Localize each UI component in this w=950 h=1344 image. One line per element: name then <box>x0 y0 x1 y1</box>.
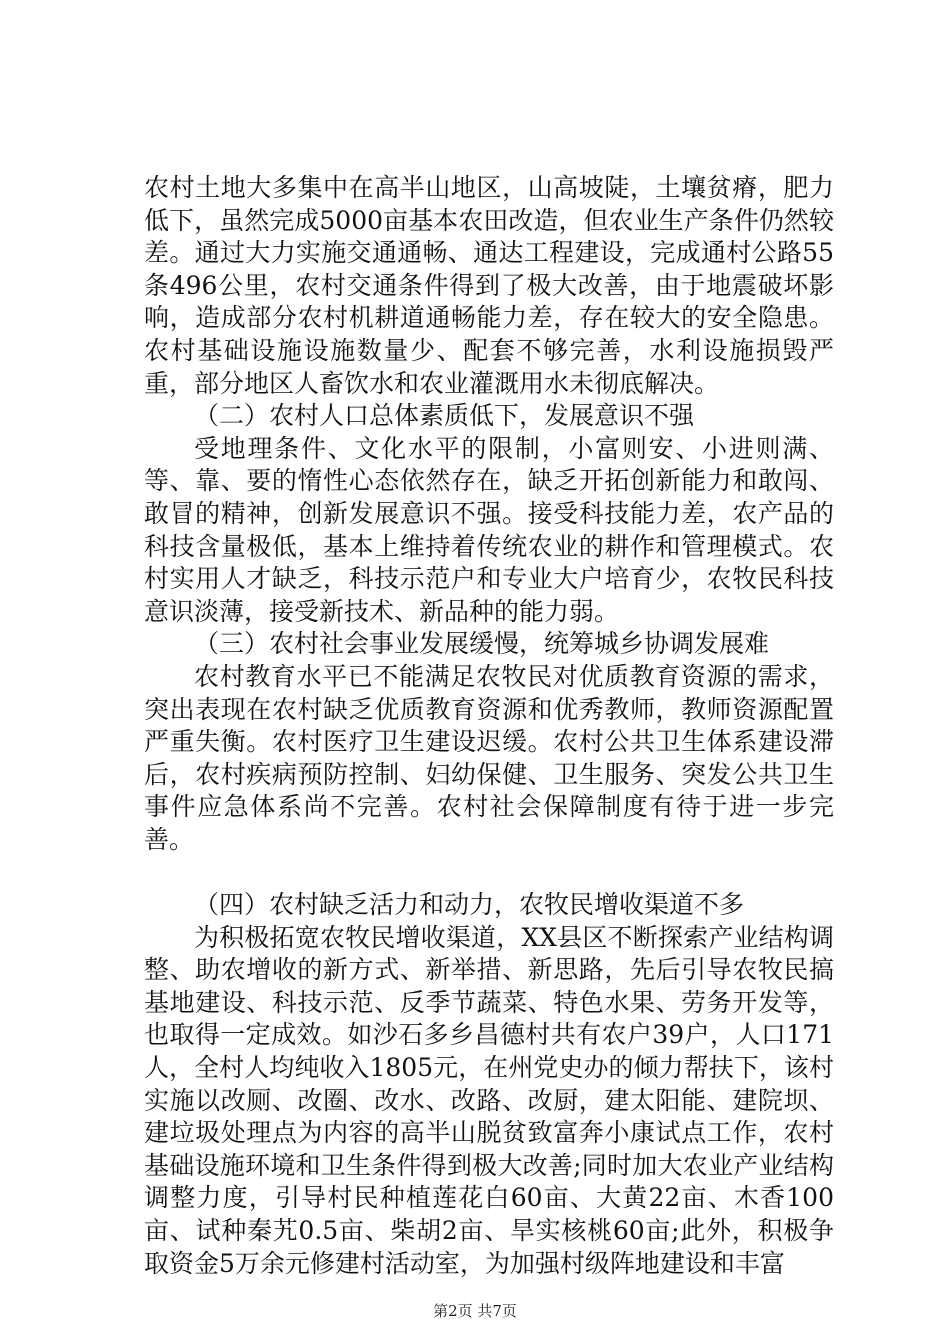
page-footer: 第2页 共7页 <box>433 1302 517 1320</box>
section-heading-3: （三）农村社会事业发展缓慢，统筹城乡协调发展难 <box>194 629 770 659</box>
paragraph-section-4: 为积极拓宽农牧民增收渠道，XX县区不断探索产业结构调整、助农增收的新方式、新举措、新思路，先后引导农牧民搞基地建设、科技示范、反季节蔬菜、特色水果、劳务开发等，也取得一定成效。如沙石多乡昌德村共有农户39户，人口171人，全村人均纯收入1805元，在州党史办的倾力帮扶下，该村实施以改厕、改圈、改水、改路、改厨，建太阳能、建院坝、建垃圾处理点为内容的高半山脱贫致富奔小康试点工作，农村基础设施环境和卫生条件得到极大改善;同时加大农业产业结构调整力度，引导村民种植莲花白60亩、大黄22亩、木香100亩、试种秦艽0.5亩、柴胡2亩、旱实核桃60亩;此外，积极争取资金5万余元修建村活动室，为加强村级阵地建设和丰富 <box>144 922 834 1278</box>
paragraph-section-2: 受地理条件、文化水平的限制，小富则安、小进则满、等、靠、要的惰性心态依然存在，缺乏开拓创新能力和敢闯、敢冒的精神，创新发展意识不强。接受科技能力差，农产品的科技含量极低，基本上维持着传统农业的耕作和管理模式。农村实用人才缺乏，科技示范户和专业大户培育少，农牧民科技意识淡薄，接受新技术、新品种的能力弱。 <box>144 433 834 626</box>
section-heading-2: （二）农村人口总体素质低下，发展意识不强 <box>194 401 695 431</box>
document-body <box>144 172 834 1280</box>
paragraph-continuation: 农村土地大多集中在高半山地区，山高坡陡，土壤贫瘠，肥力低下，虽然完成5000亩基本农田改造，但农业生产条件仍然较差。通过大力实施交通通畅、通达工程建设，完成通村公路55条496公里，农村交通条件得到了极大改善，由于地震破坏影响，造成部分农村机耕道通畅能力差，存在较大的安全隐患。农村基础设施设施数量少、配套不够完善，水利设施损毁严重，部分地区人畜饮水和农业灌溉用水未彻底解决。 <box>144 173 834 398</box>
paragraph-section-3: 农村教育水平已不能满足农牧民对优质教育资源的需求，突出表现在农村缺乏优质教育资源和优秀教师，教师资源配置严重失衡。农村医疗卫生建设迟缓。农村公共卫生体系建设滞后，农村疾病预防控制、妇幼保健、卫生服务、突发公共卫生事件应急体系尚不完善。农村社会保障制度有待于进一步完善。 <box>144 661 834 854</box>
section-heading-4: （四）农村缺乏活力和动力，农牧民增收渠道不多 <box>194 890 745 920</box>
